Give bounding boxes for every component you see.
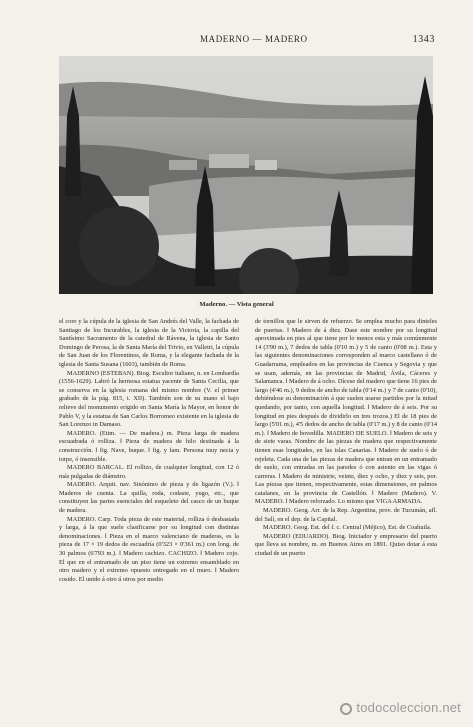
paragraph: MADERO. Geog. Est. del f. c. Central (Méjico), Est. de Coahuila. [263,524,432,532]
paragraph: MADERO. (Etim. — De madera.) m. Pieza larga de madera escuadrada ó rolliza. ‖ Pieza de madera de hilo destinada á la construcción. ‖ fig. Nave, buque. ‖ fig. y fam. Persona muy necia y torpe, ó insensible. [59,429,239,463]
running-title: MADERNO — MADERO [200,34,308,44]
paragraph: MADERO. Carp. Toda pieza de este material, rolliza ó desbastada y larga, á la que suele clasificarse por su longitud con distintas denominaciones. ‖ Pieza en el marco valenciano de maderas, es la pieza de 17 × 19 dedos de escuadría (0'323 × 0'361 m.) con long. de 30 palmos (6'793 m.). ‖ Madero cachizo. CACHIZO. ‖ Madero cojo. El que en el entramado de un piso tiene un extremo ensamblado en otro madero y el extremo opuesto entregado en el muro. ‖ Madero cosido. El unido á otro ú otros por medio [59,515,239,583]
paragraph: MADERO (EDUARDO). Biog. Iniciador y empresario del puerto que lleva su nombre, m. en Buenos Aires en 1891. Quiso dotar á esta ciudad de un puerto [255,532,437,558]
paragraph: MADERO. Geog. Arr. de la Rep. Argentina, prov. de Tucumán, afl. del Salí, en el dep. de la Capital. [255,507,437,523]
paragraph: el coro y la cúpula de la iglesia de San Andrés del Valle, la fachada de Santiago de los Incurables, la iglesia de la Victoria, la capilla del Santísimo Sacramento de la catedral de Rávena, la iglesia de Santo Domingo de Perosa, la de Santa María del Trivio, en Valletri, la cúpula de San Juan de los Florentinos, de Roma, y la elegante fachada de la iglesia de Santa Susana (1603), también de Roma. [59,318,239,368]
running-header [0,34,473,48]
paragraph: MADERO BARCAL. El rollizo, de cualquier longitud, con 12 ó más pulgadas de diámetro. [59,464,239,480]
watermark [340,700,461,715]
paragraph: MADERNO (ESTEBAN). Biog. Escultor italiano, n. en Lombardía (1556-1629). Labró la hermosa estatua yacente de Santa Cecilia, que se conserva en la iglesia romana del mismo nombre (V. el primer grabado de la pág. 815, t. XII). También son de su mano el bajo relieve del monumento erigido en Santa María la Mayor, en honor de Pablo V, y la estatua de San Carlos Borromeo existente en la iglesia de San Lorenzo in Damaso. [59,369,239,429]
watermark-logo-icon [340,703,352,715]
text-column-left [59,318,239,584]
photograph-maderno [59,56,433,294]
paragraph: MADERO. Arquit. nav. Sinónimo de pieza y de ligazón (V.). ‖ Maderos de cuenta. La quilla, roda, codaste, yugo, etc., que constituyen las partes esenciales del esqueleto del casco de un buque de madera. [59,481,239,515]
text-column-right [255,318,437,559]
page-number: 1343 [412,34,435,45]
figure-caption: Maderno. — Vista general [199,301,274,308]
watermark-text: todocoleccion.net [356,700,461,715]
paragraph: de tornillos que le sirven de refuerzo. Se emplea mucho para dinteles de puertas. ‖ Madero de á diez. Dase este nombre por su longitud aproximada en pies al que tiene por lo menos esta y más comúnmente 14 (3'90 m.), 7 dedos de tabla (0'10 m.) y 5 de canto (0'08 m.). Esta y las siguientes denominaciones corresponden al marco castellano ó de Guadarrama, empleados en las provincias de Cuenca y Segovia y que se usan, además, en las provincias de Madrid, Ávila, Cáceres y Salamanca. ‖ Madero de á ocho. Dícese del madero que tiene 16 pies de largo (4'46 m.), 9 dedos de ancho de tabla (0'14 m.) y 7 de canto (0'10), debiéndose su denominación á que suelen usarse partidos por la mitad quedando, por tanto, con aquella longitud. ‖ Madero de á seis. Por su longitud en pies después de dividirlo en tres trozos.) El de 18 pies de largo (5'01 m.), 4'5 dedos de ancho de tabla (0'17 m.) y 8 de canto (0'14 m.). ‖ Madero de bovedilla. MADERO DE SUELO. ‖ Madero de seis y de siete varas. Nombre de las piezas de madera que respectivamente tienen esas longitudes, en las islas Canarias. ‖ Madero de suelo ó de rejeleta. Cada una de las piezas de madera que entran en un entramado de suelo, con entradas en las paredes ó con asiento en las vigas ó carreras. ‖ Madero de ministrie, veinte, diez y ocho, y diez y seis, por. Las piezas que tienen, respectivamente, estas dimensiones, en palmos catalanes, en la provincia de Castellón. ‖ Madero (Madero). V. MADERO. ‖ Madero reforzado. Lo mismo que VIGA ARMADA. [255,318,437,506]
